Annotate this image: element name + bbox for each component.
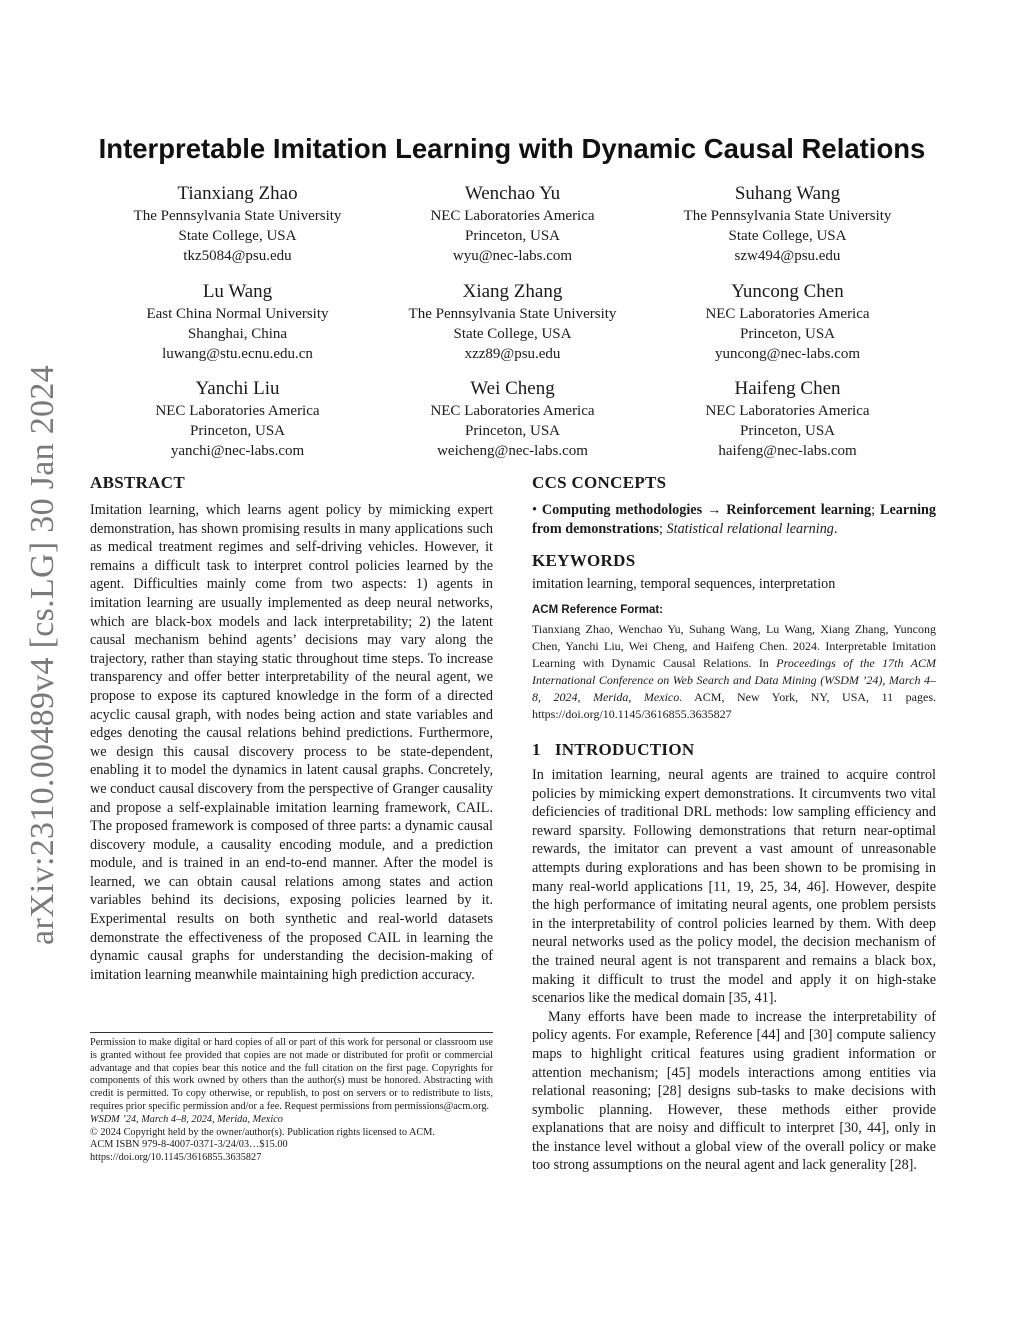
author-name: Wei Cheng: [470, 378, 555, 399]
author-name: Suhang Wang: [734, 183, 841, 204]
conference-name: WSDM ’24, March 4–8, 2024, Merida, Mexico: [90, 1113, 283, 1125]
author-card: [370, 377, 655, 461]
author-name: Haifeng Chen: [734, 378, 841, 399]
copyright-footnote: [90, 1032, 493, 1165]
isbn-line: ACM ISBN 979-8-4007-0371-3/24/03…$15.00: [90, 1139, 288, 1151]
author-location: Shanghai, China: [187, 326, 288, 342]
author-card: [645, 377, 930, 461]
introduction-heading: [532, 740, 694, 760]
author-location: Princeton, USA: [740, 326, 835, 342]
ccs-bullet: •: [532, 502, 537, 518]
author-affiliation: NEC Laboratories America: [430, 208, 595, 224]
author-location: State College, USA: [178, 228, 297, 244]
doi-line: https://doi.org/10.1145/3616855.3635827: [90, 1152, 262, 1164]
ccs-heading: CCS CONCEPTS: [532, 473, 667, 492]
author-email: wyu@nec-labs.com: [452, 248, 573, 264]
author-card: [370, 182, 655, 266]
abstract-text: Imitation learning, which learns agent policy by mimicking expert demonstration, has shown promising results in many applications such as medical treatment regimes and self-driving vehicles. However, it remains a difficult task to interpret control policies learned by the agent. Difficulties mainly come from two aspects: 1) agents in imitation learning are usually implemented as deep neural networks, which are black-box models and lack interpretability; 2) the latent causal mechanism behind agents’ decisions may vary along the trajectory, rather than staying static throughout time steps. To increase transparency and offer better interpretability of the neural agent, we propose to expose its captured knowledge in the form of a directed acyclic causal graph, with nodes being action and state variables and edges denoting the causal relations behind predictions. Furthermore, we design this causal discovery process to be state-dependent, enabling it to model the dynamics in latent causal graphs. Concretely, we conduct causal discovery from the perspective of Granger causality and propose a self-explainable imitation learning framework, CAIL. The proposed framework is composed of three parts: a dynamic causal discovery module, a causality encoding module, and a prediction module, and is trained in an end-to-end manner. After the model is learned, we can obtain causal relations among states and action variables behind its decisions, exposing policies learned by it. Experimental results on both synthetic and real-world datasets demonstrate the effectiveness of the proposed CAIL in learning the dynamic causal graphs for understanding the decision-making of imitation learning meanwhile maintaining high prediction accuracy.: [90, 502, 493, 983]
author-affiliation: The Pennsylvania State University: [133, 208, 342, 224]
author-card: [95, 280, 380, 364]
ccs-concept: Learning from demonstrations: [532, 502, 937, 537]
author-name: Yanchi Liu: [195, 378, 280, 399]
author-email: yuncong@nec-labs.com: [714, 346, 861, 362]
ccs-separator: ;: [871, 502, 876, 518]
copyright-line: © 2024 Copyright held by the owner/author(s). Publication rights licensed to ACM.: [90, 1126, 436, 1138]
arxiv-identifier-text: arXiv:2310.00489v4 [cs.LG] 30 Jan 2024: [24, 365, 61, 945]
left-column: [90, 473, 493, 984]
paper-title: Interpretable Imitation Learning with Dynamic Causal Relations: [98, 133, 926, 164]
arxiv-identifier-stamp: [22, 360, 64, 950]
section-number: 1: [532, 740, 541, 759]
ccs-concept: Statistical relational learning: [666, 520, 834, 537]
ccs-concepts-text: [532, 501, 936, 538]
author-location: Princeton, USA: [465, 228, 560, 244]
author-name: Yuncong Chen: [731, 281, 844, 302]
author-affiliation: NEC Laboratories America: [430, 403, 595, 419]
reference-citation: Tianxiang Zhao, Wenchao Yu, Suhang Wang, Lu Wang, Xiang Zhang, Yuncong Chen, Yanchi Liu, Wei Cheng, and Haifeng Chen. 2024. Interpretable Imitation Learning with Dynamic Causal Relations. In: [532, 622, 936, 670]
ccs-arrow: →: [707, 502, 722, 518]
author-name: Wenchao Yu: [464, 183, 561, 204]
permission-notice: Permission to make digital or hard copies of all or part of this work for personal or classroom use is granted without fee provided that copies are not made or distributed for profit or commercial advantage and that copies bear this notice and the full citation on the first page. Copyrights for components of this work owned by others than the author(s) must be honored. Abstracting with credit is permitted. To copy otherwise, or republish, to post on servers or to redistribute to lists, requires prior specific permission and/or a fee. Request permissions from permissions@acm.org.: [90, 1037, 493, 1112]
ccs-separator: ;: [659, 520, 663, 537]
author-affiliation: NEC Laboratories America: [705, 403, 870, 419]
author-email: weicheng@nec-labs.com: [437, 443, 588, 459]
introduction-paragraph: Many efforts have been made to increase the interpretability of policy agents. For example, Reference [44] and [30] compute saliency maps to highlight critical features using gradient information or attention mechanism; [45] models interactions among entities via relational reasoning; [28] designs sub-tasks to make decisions with symbolic planning. However, these methods either provide explanations that are noisy and difficult to interpret [30, 44], only in the instance level without a global view of the overall policy or make too strong assumptions on the neural agent and lack generality [28].: [532, 1008, 936, 1174]
keywords-heading: KEYWORDS: [532, 551, 636, 570]
author-location: State College, USA: [453, 326, 572, 342]
author-card: [95, 377, 380, 461]
author-email: szw494@psu.edu: [734, 248, 841, 264]
author-affiliation: East China Normal University: [146, 306, 329, 322]
author-name: Tianxiang Zhao: [177, 183, 298, 204]
author-card: [645, 182, 930, 266]
author-email: haifeng@nec-labs.com: [718, 443, 857, 459]
author-affiliation: The Pennsylvania State University: [683, 208, 892, 224]
author-email: luwang@stu.ecnu.edu.cn: [162, 346, 313, 362]
author-affiliation: The Pennsylvania State University: [408, 306, 617, 322]
author-name: Lu Wang: [202, 281, 273, 302]
reference-tail: ACM, New York, NY, USA, 11 pages. https://doi.org/10.1145/3616855.3635827: [532, 690, 936, 721]
author-card: [645, 280, 930, 364]
author-location: Princeton, USA: [190, 423, 285, 439]
author-email: tkz5084@psu.edu: [183, 248, 292, 264]
ccs-end: .: [833, 520, 838, 537]
introduction-body: [532, 766, 936, 1175]
reference-format-text: [532, 621, 936, 723]
reference-format-heading: ACM Reference Format:: [532, 604, 663, 616]
ccs-concept: Reinforcement learning: [726, 502, 872, 518]
right-column: [532, 473, 937, 1174]
author-card: [370, 280, 655, 364]
conference-line: [90, 1114, 493, 1127]
author-affiliation: NEC Laboratories America: [155, 403, 320, 419]
keywords-text: imitation learning, temporal sequences, interpretation: [532, 576, 836, 592]
section-title: INTRODUCTION: [554, 740, 695, 759]
author-email: xzz89@psu.edu: [464, 346, 561, 362]
ccs-concept: Computing methodologies: [541, 502, 703, 518]
author-name: Xiang Zhang: [462, 281, 563, 302]
author-location: State College, USA: [728, 228, 847, 244]
abstract-heading: ABSTRACT: [90, 473, 185, 492]
author-location: Princeton, USA: [740, 423, 835, 439]
author-location: Princeton, USA: [465, 423, 560, 439]
author-affiliation: NEC Laboratories America: [705, 306, 870, 322]
author-email: yanchi@nec-labs.com: [170, 443, 305, 459]
author-card: [95, 182, 380, 266]
introduction-paragraph: In imitation learning, neural agents are trained to acquire control policies by mimicking expert demonstrations. It circumvents two vital deficiencies of traditional DRL methods: low sampling efficiency and reward sparsity. Following demonstrations that return near-optimal rewards, the imitator can prevent a vast amount of unreasonable attempts during explorations and has been shown to be promising in many real-world applications [11, 19, 25, 34, 46]. However, despite the high performance of imitating neural agents, one problem persists in the interpretability of control policies learned by them. With deep neural networks used as the policy model, the decision mechanism of the trained neural agent is not transparent and remains a black box, making it difficult to trust the model and apply it on high-stake scenarios like the medical domain [35, 41].: [532, 767, 936, 1007]
reference-venue: Proceedings of the 17th ACM International Conference on Web Search and Data Mining (WSDM ’24), March 4–8, 2024, Merida, Mexico.: [532, 656, 937, 704]
